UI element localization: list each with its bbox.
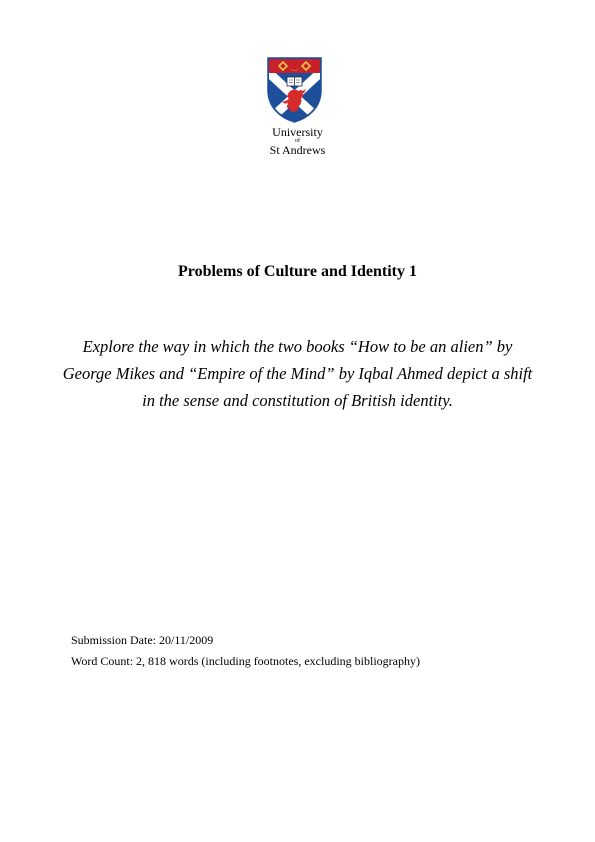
crest-book [287,77,302,86]
word-count: Word Count: 2, 818 words (including footnotes, excluding bibliography) [71,654,420,668]
university-name-line-2: of [295,138,300,144]
essay-question: Explore the way in which the two books “How to be an alien” by George Mikes and “Empire of the Mind” by Iqbal Ahmed depict a shift in the sense and constitution of British identity. [62,337,533,410]
submission-date: Submission Date: 20/11/2009 [71,633,214,647]
document-title: Problems of Culture and Identity 1 [178,263,417,280]
st-andrews-crest-icon [266,56,323,124]
university-name-line-3: St Andrews [269,143,326,157]
university-name-line-1: University [272,125,323,139]
